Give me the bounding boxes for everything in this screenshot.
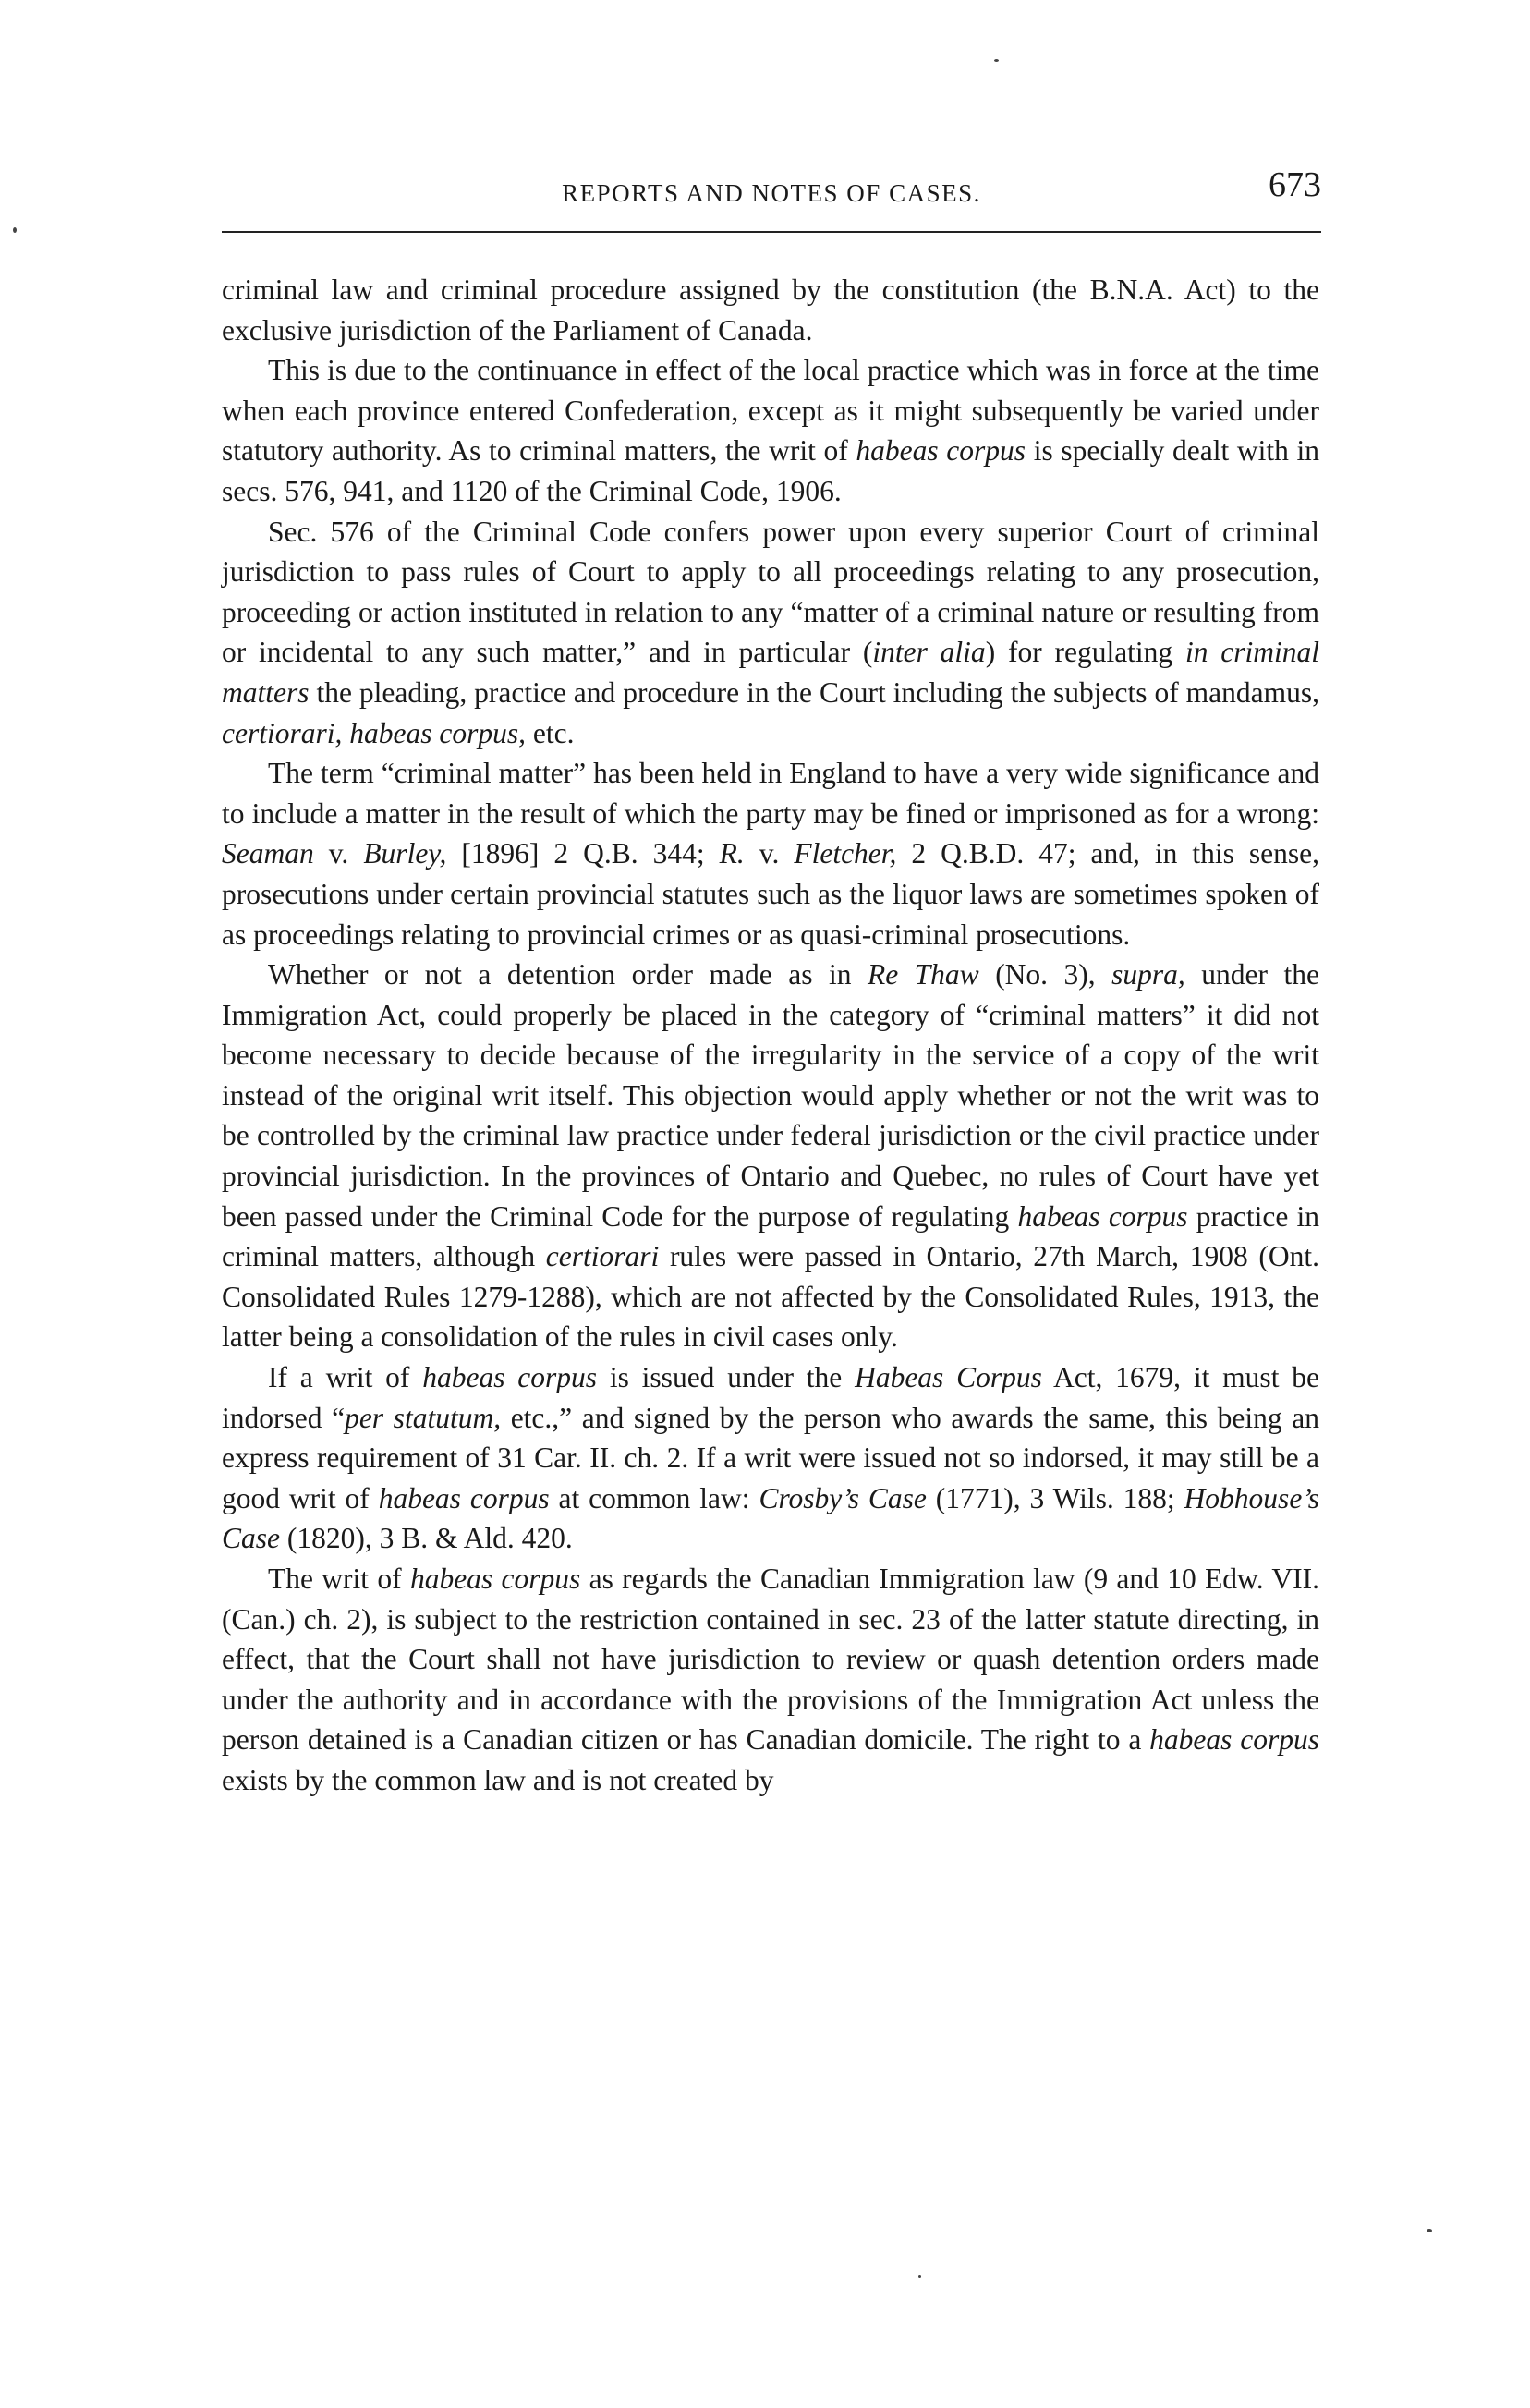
text-run: rules were passed in Ontario, 27th March, 1908 (Ont. Consolidated Rules 1279-1288), which are not affected by the Consolidated Rules, 1913, the latter being a consolidation of the rules in civil cases only. bbox=[222, 1240, 1319, 1354]
running-head: REPORTS AND NOTES OF CASES. bbox=[562, 179, 981, 207]
text-run: practice in criminal matters, although bbox=[222, 1199, 1320, 1273]
paragraph bbox=[222, 753, 1319, 955]
body-text bbox=[222, 270, 1319, 1801]
italic-text: Seaman bbox=[222, 837, 314, 870]
text-run: at common law: bbox=[549, 1481, 759, 1514]
text-run: exists by the common law and is not created by bbox=[222, 1763, 774, 1796]
text-run: Whether or not a detention order made as in bbox=[268, 958, 868, 991]
italic-text: Hobhouse’s Case bbox=[222, 1481, 1319, 1555]
text-run: v. bbox=[744, 837, 795, 870]
scan-speck bbox=[994, 59, 999, 62]
text-run: v. bbox=[313, 837, 364, 870]
page-number: 673 bbox=[1269, 165, 1321, 204]
italic-text: R. bbox=[719, 837, 745, 870]
italic-text: certiorari, habeas corpus, bbox=[222, 716, 526, 749]
text-run: etc.,” and signed by the person who awards the same, this being an express requirement of 31 Car. II. ch. 2. If a writ were issued not so indorsed, it may still be a good writ of bbox=[222, 1401, 1319, 1514]
text-run: Act, 1679, it must be indorsed “ bbox=[222, 1361, 1319, 1434]
text-run: is issued under the bbox=[597, 1361, 856, 1394]
italic-text: Burley, bbox=[363, 837, 447, 870]
italic-text: Crosby’s Case bbox=[759, 1481, 927, 1514]
text-run: The term “criminal matter” has been held in England to have a very wide significance and to include a matter in the result of which the party may be fined or imprisoned as for a wrong: bbox=[222, 757, 1319, 830]
text-run: criminal law and criminal procedure assigned by the constitution (the B.N.A. Act) to the exclusive jurisdiction of the Parliament of Canada. bbox=[222, 274, 1319, 347]
text-run: [1896] 2 Q.B. 344; bbox=[446, 837, 720, 870]
text-run: Sec. 576 of the Criminal Code confers power upon every superior Court of criminal jurisdiction to pass rules of Court to apply to all proceedings relating to any prosecution, proceeding or action instituted in relation to any “matter of a criminal nature or resulting from or incidental to any such matter,” and in particular ( bbox=[222, 515, 1319, 669]
text-run: ) for regulating bbox=[985, 636, 1185, 669]
text-run: If a writ of bbox=[268, 1361, 423, 1394]
text-run: under the Immigration Act, could properly be placed in the category of “criminal matters” it did not become necessary to decide because of the irregularity in the service of a copy of the writ instead of the original writ itself. This objection would apply whether or not the writ was to be controlled by the criminal law practice under federal jurisdiction or the civil practice under provincial jurisdiction. In the provinces of Ontario and Quebec, no rules of Court have yet been passed under the Criminal Code for the purpose of regulating bbox=[222, 958, 1319, 1233]
text-run: 2 Q.B.D. 47; and, in this sense, prosecutions under certain provincial statutes such as the liquor laws are sometimes spoken of as proceedings relating to provincial crimes or as quasi-criminal prosecutions. bbox=[222, 837, 1319, 951]
scan-speck bbox=[1427, 2229, 1432, 2232]
paragraph bbox=[222, 512, 1319, 754]
paragraph bbox=[222, 955, 1319, 1357]
italic-text: in criminal matters bbox=[222, 636, 1319, 709]
paragraph bbox=[222, 270, 1319, 350]
italic-text: Fletcher, bbox=[794, 837, 897, 870]
text-run: is specially dealt with in secs. 576, 941, and 1120 of the Criminal Code, 1906. bbox=[222, 434, 1319, 507]
italic-text: habeas corpus bbox=[856, 434, 1026, 468]
text-run: (1820), 3 B. & Ald. 420. bbox=[280, 1522, 573, 1555]
page-header bbox=[222, 164, 1321, 220]
text-run: (No. 3), bbox=[978, 958, 1112, 991]
paragraph bbox=[222, 1559, 1319, 1801]
italic-text: Habeas Corpus bbox=[855, 1361, 1042, 1394]
scan-speck bbox=[918, 2275, 921, 2278]
text-run: (1771), 3 Wils. 188; bbox=[926, 1481, 1184, 1514]
italic-text: per statutum, bbox=[345, 1401, 502, 1434]
text-run: the pleading, practice and procedure in the Court including the subjects of mandamus, bbox=[309, 675, 1319, 709]
scan-speck bbox=[13, 227, 17, 233]
text-run: as regards the Canadian Immigration law (9 and 10 Edw. VII. (Can.) ch. 2), is subject to the restriction contained in sec. 23 of the latter statute directing, in effect, that the Court shall not have jurisdiction to review or quash detention orders made under the authority and in accordance with the provisions of the Immigration Act unless the person detained is a Canadian citizen or has Canadian domicile. The right to a bbox=[222, 1563, 1319, 1757]
italic-text: Re Thaw bbox=[867, 958, 979, 991]
paragraph bbox=[222, 350, 1319, 511]
text-run: This is due to the continuance in effect of the local practice which was in force at the time when each province entered Confederation, except as it might subsequently be varied under statutory authority. As to criminal matters, the writ of bbox=[222, 354, 1319, 468]
italic-text: supra, bbox=[1111, 958, 1185, 991]
paragraph bbox=[222, 1357, 1319, 1559]
italic-text: habeas corpus bbox=[422, 1361, 598, 1394]
italic-text: habeas corpus bbox=[409, 1563, 581, 1595]
italic-text: habeas corpus bbox=[378, 1481, 550, 1514]
text-run: The writ of bbox=[268, 1563, 410, 1595]
text-run: etc. bbox=[525, 716, 575, 749]
italic-text: certiorari bbox=[545, 1240, 660, 1273]
italic-text: habeas corpus bbox=[1017, 1199, 1188, 1233]
italic-text: habeas corpus bbox=[1149, 1723, 1319, 1757]
italic-text: inter alia bbox=[872, 636, 986, 669]
header-rule bbox=[222, 231, 1321, 233]
